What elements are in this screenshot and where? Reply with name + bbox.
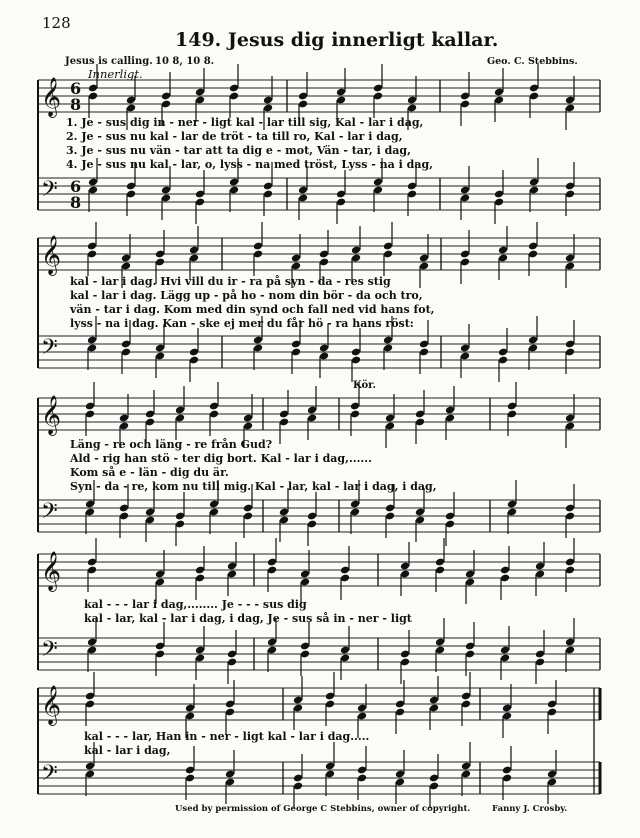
treble-clef: 𝄞 (41, 395, 62, 435)
lyric-line: 1. Je - sus dig in - ner - ligt kal - lar till sig, Kal - lar i dag, (66, 116, 424, 129)
bass-clef: 𝄢 (41, 177, 58, 207)
hymn-title (175, 29, 498, 51)
bass-clef: 𝄢 (41, 335, 58, 365)
tempo-marking: Innerligt. (88, 67, 143, 81)
time-signature: 6 (70, 79, 82, 98)
hymn-number: 149. (175, 29, 222, 51)
lyric-line: Syn - da - re, kom nu till mig. Kal - lar, kal - lar i dag, i dag, (70, 480, 437, 493)
page-number: 128 (42, 14, 71, 32)
lyric-line: kal - lar, kal - lar i dag, i dag, Je - sus så in - ner - ligt (84, 612, 412, 625)
lyric-line: Läng - re och läng - re från Gud? (70, 438, 273, 451)
treble-clef: 𝄞 (41, 551, 62, 591)
bass-clef: 𝄢 (41, 637, 58, 667)
tune-name: Jesus is calling. (65, 56, 153, 67)
composer: Geo. C. Stebbins. (487, 56, 578, 67)
treble-clef: 𝄞 (41, 235, 62, 275)
treble-clef: 𝄞 (41, 685, 62, 725)
time-signature: 6 (70, 177, 82, 196)
copyright-notice: Used by permission of George C Stebbins, owner of copyright. (175, 804, 471, 814)
time-signature: 8 (70, 95, 82, 114)
lyric-line: kal - lar i dag. Hvi vill du ir - ra på syn - da - res stig (70, 275, 391, 288)
time-signature: 8 (70, 193, 82, 212)
meter: 10 8, 10 8. (155, 56, 215, 67)
lyric-line: Ald - rig han stö - ter dig bort. Kal - lar i dag,...... (70, 452, 372, 465)
lyric-line: vän - tar i dag. Kom med din synd och fall ned vid hans fot, (70, 303, 435, 316)
lyric-line: 2. Je - sus nu kal - lar de tröt - ta till ro, Kal - lar i dag, (66, 130, 403, 143)
treble-clef: 𝄞 (41, 77, 62, 117)
lyric-line: 4. Je - sus nu kal - lar, o, lyss - na med tröst, Lyss - na i dag, (66, 158, 433, 171)
author: Fanny J. Crosby. (492, 804, 568, 814)
bass-clef: 𝄢 (41, 761, 58, 791)
lyric-line: kal - - - lar, Han in - ner - ligt kal - lar i dag..... (84, 730, 370, 743)
bass-clef: 𝄢 (41, 499, 58, 529)
lyric-line: lyss - na i dag. Kan - ske ej mer du får hö - ra hans röst: (70, 317, 414, 330)
lyric-line: kal - - - lar i dag,........ Je - - - sus dig (84, 598, 307, 611)
lyric-line: 3. Je - sus nu vän - tar att ta dig e - mot, Vän - tar, i dag, (66, 144, 411, 157)
hymn-title-text: Jesus dig innerligt kallar. (227, 29, 499, 51)
lyric-line: Kom så e - län - dig du är. (70, 466, 229, 479)
lyric-line: kal - lar i dag. Lägg up - på ho - nom din bör - da och tro, (70, 289, 423, 302)
lyric-line: kal - lar i dag, (84, 744, 171, 757)
chorus-label: Kör. (353, 380, 376, 391)
